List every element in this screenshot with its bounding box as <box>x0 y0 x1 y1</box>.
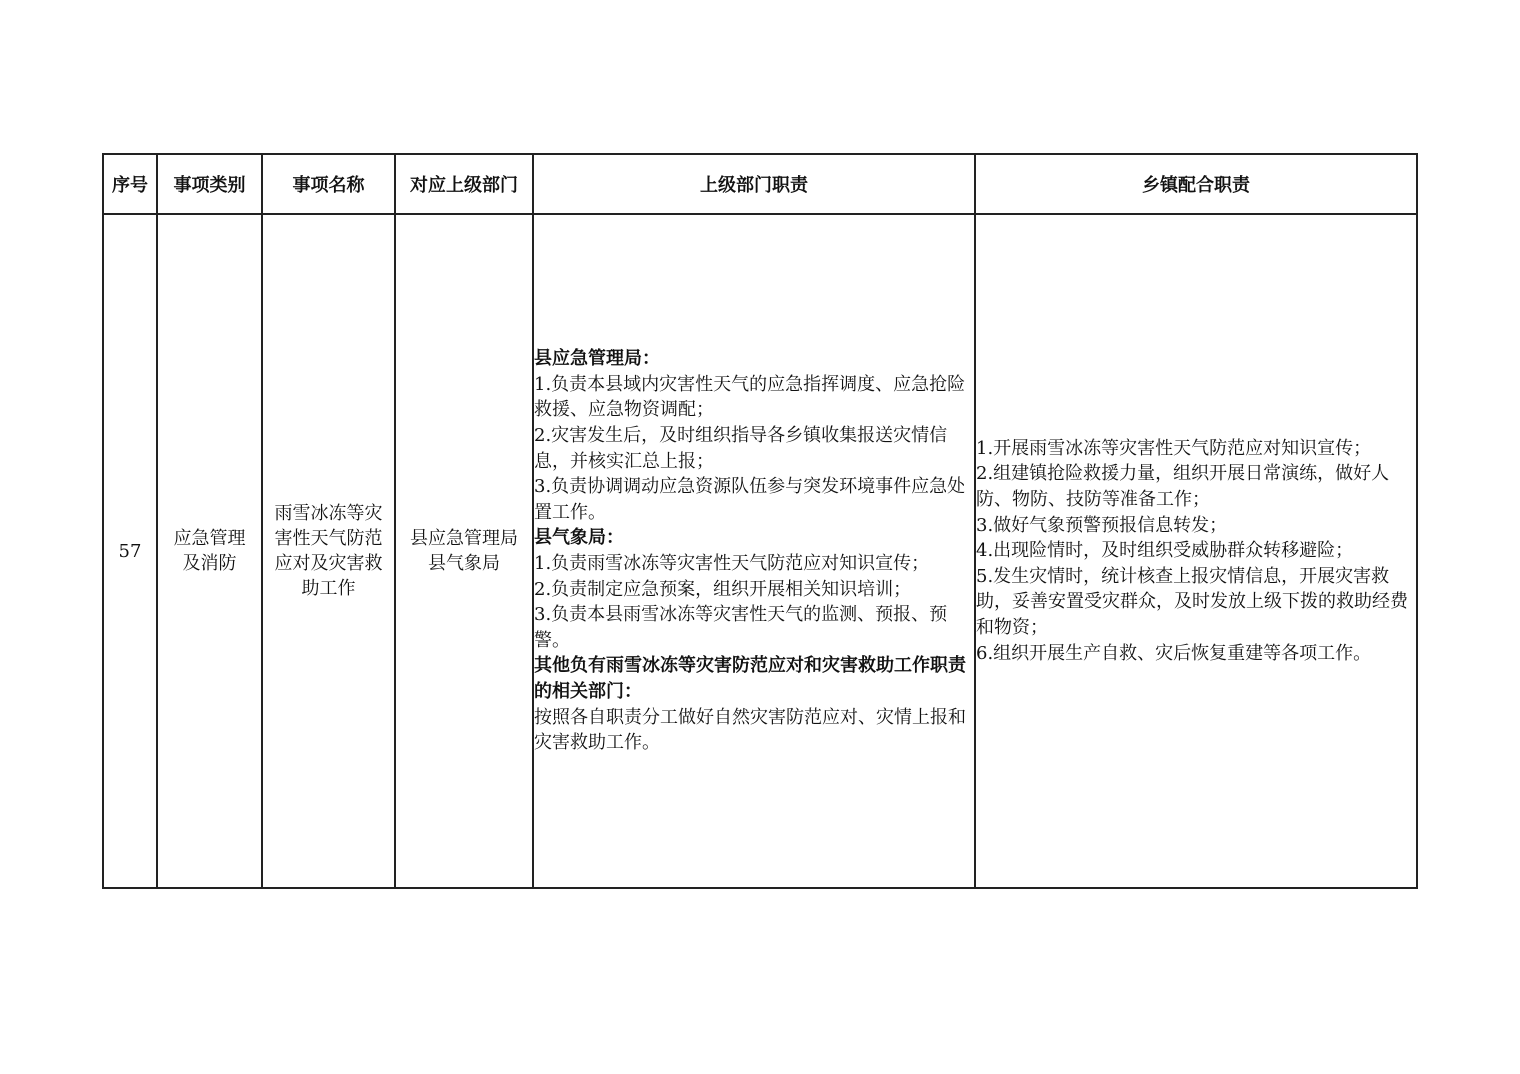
category-cell <box>157 214 262 888</box>
item-name-cell <box>262 214 395 888</box>
item-name-text: 雨雪冰冻等灾害性天气防范应对及灾害救助工作 <box>274 503 383 599</box>
header-township-duties: 乡镇配合职责 <box>975 154 1417 214</box>
header-superior-duties: 上级部门职责 <box>533 154 975 214</box>
table-row <box>103 214 1417 888</box>
section-heading: 其他负有雨雪冰冻等灾害防范应对和灾害救助工作职责的相关部门： <box>534 655 966 702</box>
seq-cell: 57 <box>103 214 157 888</box>
duty-item: 3.负责协调调动应急资源队伍参与突发环境事件应急处置工作。 <box>534 476 966 523</box>
township-duty-item: 4.出现险情时，及时组织受威胁群众转移避险； <box>976 540 1354 562</box>
category-text: 应急管理及消防 <box>173 528 246 574</box>
duty-table <box>102 153 1418 889</box>
township-duty-item: 6.组织开展生产自救、灾后恢复重建等各项工作。 <box>976 642 1372 664</box>
duty-item: 按照各自职责分工做好自然灾害防范应对、灾情上报和灾害救助工作。 <box>534 706 966 754</box>
township-duties-cell <box>975 214 1417 888</box>
section-heading: 县应急管理局： <box>534 348 660 370</box>
header-category: 事项类别 <box>157 154 262 214</box>
superior-duties-cell <box>533 214 975 888</box>
township-duty-item: 2.组建镇抢险救援力量，组织开展日常演练，做好人防、物防、技防等准备工作； <box>976 463 1390 511</box>
section-heading: 县气象局： <box>534 527 624 549</box>
township-duty-item: 5.发生灾情时，统计核查上报灾情信息，开展灾害救助，妥善安置受灾群众，及时发放上级下拨的救助经费和物资； <box>976 565 1408 638</box>
township-duty-item: 3.做好气象预警预报信息转发； <box>976 514 1228 536</box>
duty-item: 2.灾害发生后，及时组织指导各乡镇收集报送灾情信息，并核实汇总上报； <box>534 425 948 472</box>
header-seq: 序号 <box>103 154 157 214</box>
duty-item: 3.负责本县雨雪冰冻等灾害性天气的监测、预报、预警。 <box>534 604 948 651</box>
duty-item: 1.负责雨雪冰冻等灾害性天气防范应对知识宣传； <box>534 553 930 574</box>
duty-item: 1.负责本县域内灾害性天气的应急指挥调度、应急抢险救援、应急物资调配； <box>534 373 966 421</box>
departments-cell <box>395 214 533 888</box>
header-row <box>103 154 1417 214</box>
duty-item: 2.负责制定应急预案，组织开展相关知识培训； <box>534 578 912 600</box>
department-2: 县气象局 <box>428 553 500 574</box>
header-item-name: 事项名称 <box>262 154 395 214</box>
department-1: 县应急管理局 <box>410 528 518 549</box>
header-superior-dept: 对应上级部门 <box>395 154 533 214</box>
township-duty-item: 1.开展雨雪冰冻等灾害性天气防范应对知识宣传； <box>976 437 1372 459</box>
